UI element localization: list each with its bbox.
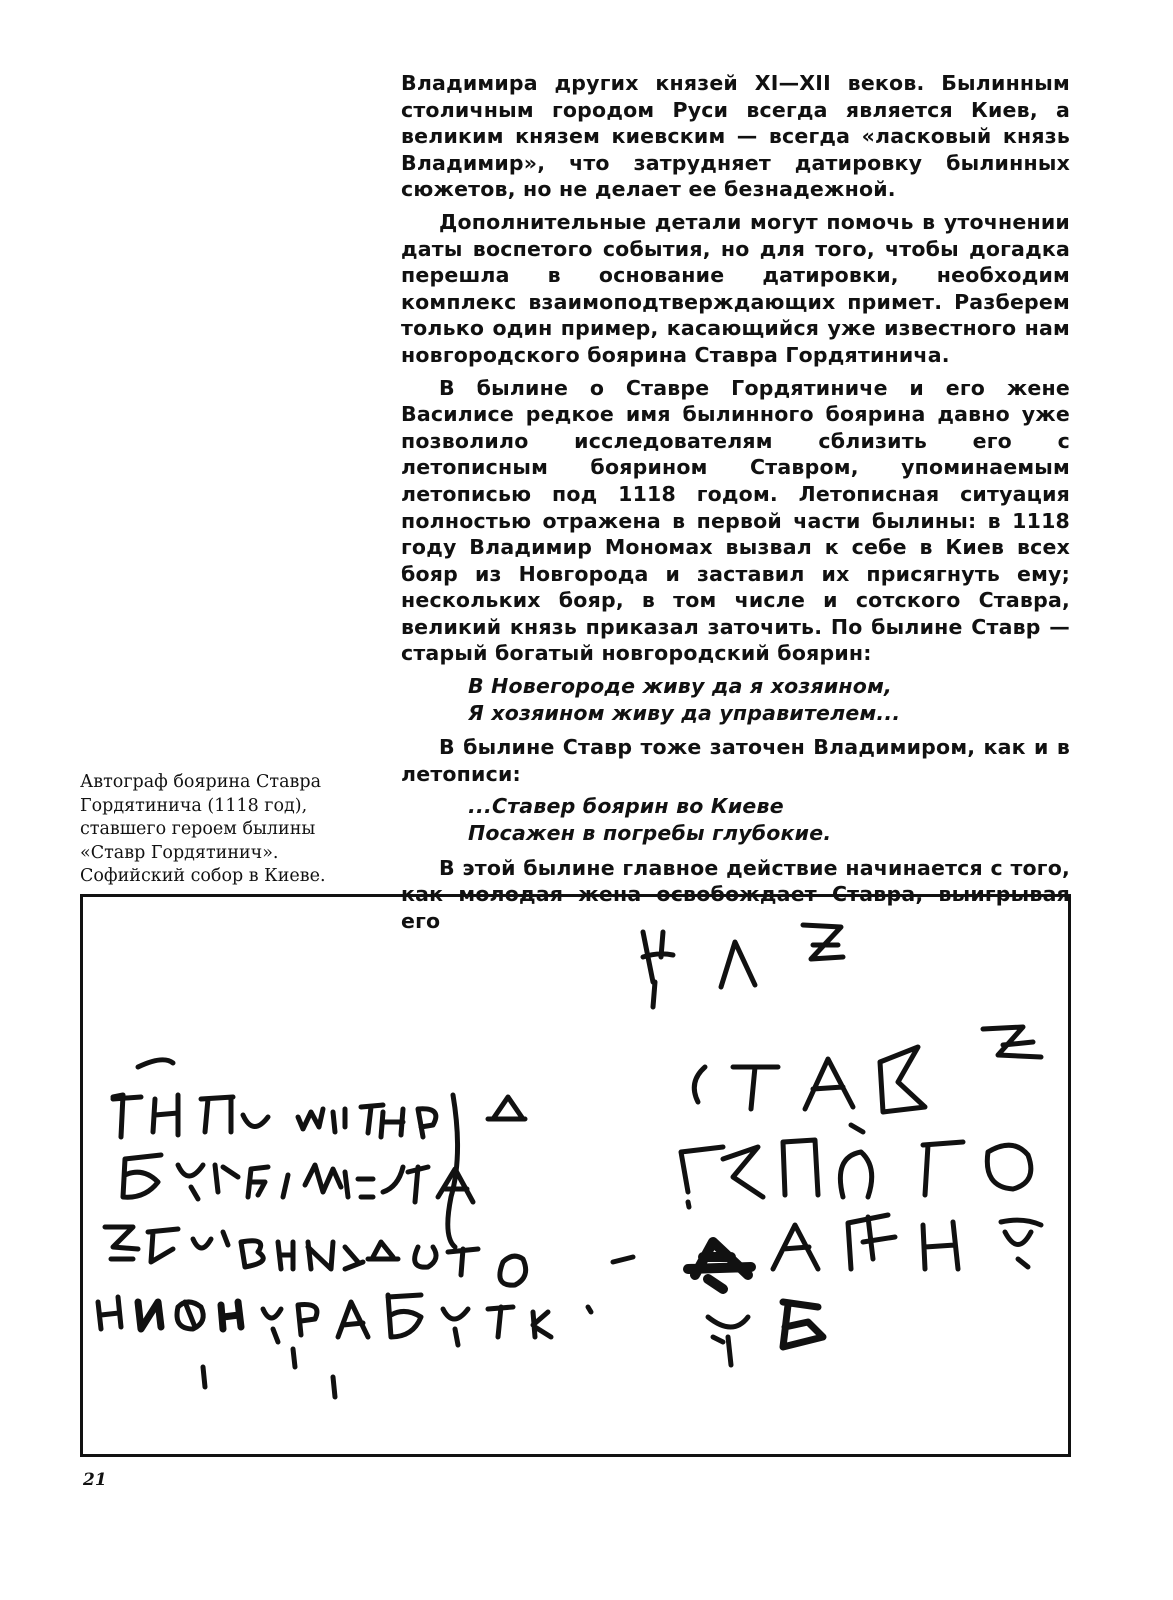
paragraph-3: В былине о Ставре Гордятиниче и его жене Василисе редкое имя былинного боярина давно уже позволило исследователям сблизить его с летописным боярином Ставром, упоминаемым летописью под 1118 годом. Летописная ситуация полностью отражена в первой части былины: в 1118 году Владимир Мономах вызвал к себе в Киев всех бояр из Новгорода и заставил их присягнуть ему; нескольких бояр, в том числе и сотского Ставра, великий князь приказал заточить. По былине Ставр — старый богатый новгородский боярин:: [401, 375, 1070, 666]
paragraph-4: В былине Ставр тоже заточен Владимиром, как и в летописи:: [401, 735, 1070, 786]
caption-line: ставшего героем былины: [80, 819, 316, 840]
inscription-right-line-3: [681, 1125, 1031, 1207]
inscription-left-line-3: [105, 1227, 633, 1285]
caption-line: Автограф боярина Ставра: [80, 772, 322, 792]
verse-quote-1: [468, 673, 1070, 726]
inscription-right-line-1: [643, 925, 843, 1007]
paragraph-2: Дополнительные детали могут помочь в уточнении даты воспетого события, но для того, чтобы догадка перешла в основание датировки, необходим комплекс взаимоподтверждающих примет. Разберем только один пример, касающийся уже известного нам новгородского боярина Ставра Гордятинича.: [401, 209, 1070, 367]
figure-caption: [80, 771, 370, 889]
inscription-right-line-5: [708, 1302, 823, 1365]
verse-line: Я хозяином живу да управителем...: [468, 700, 901, 725]
paragraph-1: Владимира других князей XI—XII веков. Былинным столичным городом Руси всегда является Киев, а великим князем киевским — всегда «ласковый князь Владимир», что затрудняет датировку былинных сюжетов, но не делает ее безнадежной.: [401, 71, 1070, 202]
verse-line: ...Ставер боярин во Киеве: [468, 794, 784, 819]
verse-line: Посажен в погребы глубокие.: [468, 821, 832, 846]
inscription-right-line-4: [688, 1215, 1041, 1289]
caption-line: «Ставр Гордятинич».: [80, 842, 279, 863]
inscription-figure: [80, 894, 1071, 1457]
page-number: 21: [83, 1470, 107, 1490]
main-text: [401, 70, 1070, 940]
verse-quote-2: [468, 793, 1070, 846]
inscription-left-line-1: [113, 1060, 525, 1137]
verse-line: В Новегороде живу да я хозяином,: [468, 674, 893, 699]
caption-line: Гордятинича (1118 год),: [80, 795, 308, 816]
caption-line: Софийский собор в Киеве.: [80, 866, 326, 887]
inscription-right-line-2: [694, 1027, 1041, 1112]
inscription-drawing: [83, 897, 1068, 1454]
inscription-left-line-4: [98, 1295, 591, 1397]
paragraph-5: В этой былине главное действие начинается с того, как молодая жена освобождает Ставра, выигрывая его: [401, 855, 1070, 933]
